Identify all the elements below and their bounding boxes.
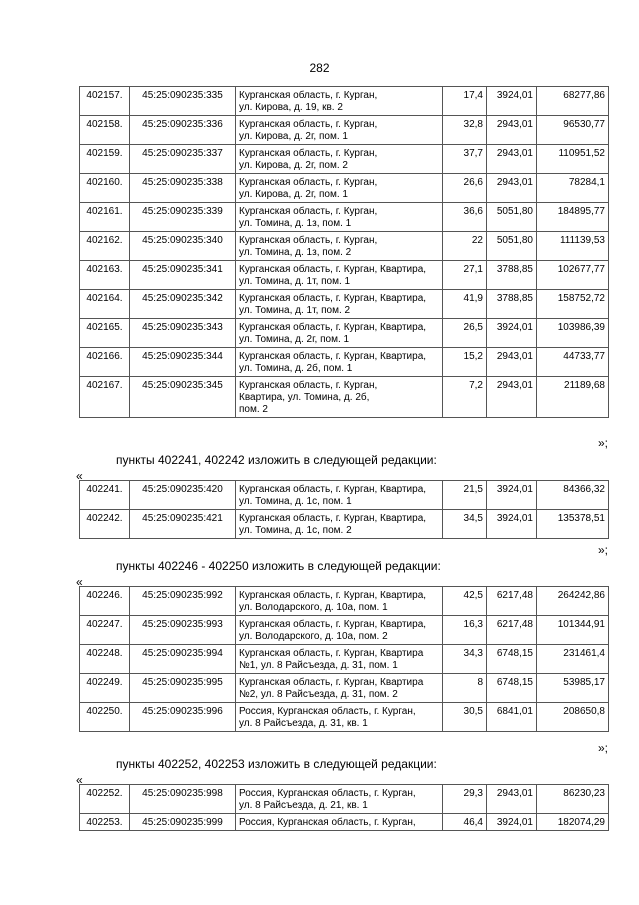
cadastral-number: 45:25:090235:993 (130, 616, 236, 645)
address (236, 319, 443, 348)
unit-price: 5051,80 (487, 203, 537, 232)
cadastral-number: 45:25:090235:344 (130, 348, 236, 377)
address-line: Курганская область, г. Курган, Квартира (239, 648, 424, 659)
area: 16,3 (443, 616, 487, 645)
page-number: 282 (309, 61, 330, 75)
address-line: Курганская область, г. Курган, Квартира, (239, 293, 427, 304)
address (236, 703, 443, 732)
table-row (80, 203, 609, 232)
area: 46,4 (443, 814, 487, 831)
table-row (80, 616, 609, 645)
cadastral-value: 96530,77 (537, 116, 609, 145)
cadastral-value: 111139,53 (537, 232, 609, 261)
area: 27,1 (443, 261, 487, 290)
cadastral-number: 45:25:090235:343 (130, 319, 236, 348)
address-line: Курганская область, г. Курган, Квартира, (239, 264, 427, 275)
row-number: 402160. (80, 174, 130, 203)
cadastral-value: 102677,77 (537, 261, 609, 290)
unit-price: 6748,15 (487, 674, 537, 703)
area: 26,6 (443, 174, 487, 203)
address (236, 616, 443, 645)
address (236, 174, 443, 203)
address (236, 203, 443, 232)
unit-price: 2943,01 (487, 145, 537, 174)
address (236, 116, 443, 145)
address (236, 645, 443, 674)
address-line: Курганская область, г. Курган, (239, 235, 378, 246)
property-table (79, 480, 609, 539)
cadastral-number: 45:25:090235:999 (130, 814, 236, 831)
table-row (80, 377, 609, 418)
address (236, 814, 443, 831)
address-line: ул. Томина, д. 2г, пом. 1 (239, 334, 350, 345)
address-line: ул. Томина, д. 1с, пом. 1 (239, 496, 352, 507)
address-line: ул. Кирова, д. 2г, пом. 2 (239, 160, 348, 171)
address-line: Курганская область, г. Курган, Квартира (239, 677, 424, 688)
area: 36,6 (443, 203, 487, 232)
cadastral-value: 110951,52 (537, 145, 609, 174)
cadastral-value: 68277,86 (537, 87, 609, 116)
cadastral-number: 45:25:090235:340 (130, 232, 236, 261)
cadastral-value: 182074,29 (537, 814, 609, 831)
address-line: ул. Томина, д. 1т, пом. 1 (239, 276, 351, 287)
row-number: 402252. (80, 785, 130, 814)
address (236, 377, 443, 418)
cadastral-value: 135378,51 (537, 510, 609, 539)
unit-price: 3924,01 (487, 481, 537, 510)
unit-price: 6841,01 (487, 703, 537, 732)
table-row (80, 674, 609, 703)
row-number: 402159. (80, 145, 130, 174)
address-line: Курганская область, г. Курган, Квартира, (239, 322, 427, 333)
area: 29,3 (443, 785, 487, 814)
address-line: ул. Кирова, д. 2г, пом. 1 (239, 189, 348, 200)
address (236, 785, 443, 814)
closing-quote: »; (597, 741, 608, 755)
amendment-instruction: пункты 402241, 402242 изложить в следующей редакции: (116, 453, 437, 467)
cadastral-number: 45:25:090235:339 (130, 203, 236, 232)
address-line: ул. Володарского, д. 10а, пом. 2 (239, 631, 388, 642)
address-line: пом. 2 (239, 404, 268, 415)
cadastral-number: 45:25:090235:336 (130, 116, 236, 145)
cadastral-value: 44733,77 (537, 348, 609, 377)
unit-price: 3924,01 (487, 510, 537, 539)
row-number: 402166. (80, 348, 130, 377)
row-number: 402165. (80, 319, 130, 348)
cadastral-value: 101344,91 (537, 616, 609, 645)
row-number: 402250. (80, 703, 130, 732)
row-number: 402241. (80, 481, 130, 510)
address-line: Россия, Курганская область, г. Курган, (239, 788, 416, 799)
area: 34,3 (443, 645, 487, 674)
unit-price: 2943,01 (487, 348, 537, 377)
table-row (80, 814, 609, 831)
table-row (80, 232, 609, 261)
cadastral-value: 158752,72 (537, 290, 609, 319)
cadastral-number: 45:25:090235:421 (130, 510, 236, 539)
property-table (79, 86, 609, 418)
cadastral-number: 45:25:090235:420 (130, 481, 236, 510)
row-number: 402253. (80, 814, 130, 831)
cadastral-value: 84366,32 (537, 481, 609, 510)
row-number: 402167. (80, 377, 130, 418)
cadastral-number: 45:25:090235:342 (130, 290, 236, 319)
cadastral-value: 231461,4 (537, 645, 609, 674)
address-line: ул. Томина, д. 1з, пом. 2 (239, 247, 352, 258)
address-line: №1, ул. 8 Райсъезда, д. 31, пом. 1 (239, 660, 398, 671)
cadastral-value: 21189,68 (537, 377, 609, 418)
opening-quote: « (76, 575, 83, 589)
area: 8 (443, 674, 487, 703)
row-number: 402157. (80, 87, 130, 116)
row-number: 402163. (80, 261, 130, 290)
unit-price: 2943,01 (487, 174, 537, 203)
address-line: ул. Кирова, д. 2г, пом. 1 (239, 131, 348, 142)
address (236, 348, 443, 377)
address-line: Квартира, ул. Томина, д. 2б, (239, 392, 370, 403)
cadastral-value: 264242,86 (537, 587, 609, 616)
address-line: Курганская область, г. Курган, (239, 119, 378, 130)
address-line: ул. Володарского, д. 10а, пом. 1 (239, 602, 388, 613)
table-row (80, 703, 609, 732)
address-line: Курганская область, г. Курган, (239, 380, 378, 391)
unit-price: 3924,01 (487, 319, 537, 348)
table-row (80, 587, 609, 616)
address-line: ул. Томина, д. 1з, пом. 1 (239, 218, 352, 229)
address (236, 232, 443, 261)
row-number: 402162. (80, 232, 130, 261)
address (236, 290, 443, 319)
address (236, 587, 443, 616)
amendment-instruction: пункты 402246 - 402250 изложить в следующей редакции: (116, 559, 441, 573)
table-row (80, 510, 609, 539)
table-row (80, 174, 609, 203)
address-line: ул. Кирова, д. 19, кв. 2 (239, 102, 343, 113)
area: 22 (443, 232, 487, 261)
address (236, 145, 443, 174)
opening-quote: « (76, 469, 83, 483)
table-row (80, 116, 609, 145)
table-row (80, 348, 609, 377)
row-number: 402242. (80, 510, 130, 539)
closing-quote: »; (597, 436, 608, 450)
unit-price: 3788,85 (487, 261, 537, 290)
address-line: ул. Томина, д. 2б, пом. 1 (239, 363, 353, 374)
table-row (80, 87, 609, 116)
area: 15,2 (443, 348, 487, 377)
table-row (80, 785, 609, 814)
opening-quote: « (76, 773, 83, 787)
cadastral-value: 78284,1 (537, 174, 609, 203)
area: 26,5 (443, 319, 487, 348)
cadastral-value: 103986,39 (537, 319, 609, 348)
area: 21,5 (443, 481, 487, 510)
cadastral-number: 45:25:090235:338 (130, 174, 236, 203)
address-line: Курганская область, г. Курган, (239, 148, 378, 159)
unit-price: 2943,01 (487, 116, 537, 145)
unit-price: 6217,48 (487, 616, 537, 645)
cadastral-number: 45:25:090235:995 (130, 674, 236, 703)
closing-quote: »; (597, 543, 608, 557)
property-table (79, 586, 609, 732)
table-row (80, 481, 609, 510)
area: 42,5 (443, 587, 487, 616)
area: 41,9 (443, 290, 487, 319)
cadastral-value: 184895,77 (537, 203, 609, 232)
cadastral-number: 45:25:090235:335 (130, 87, 236, 116)
row-number: 402248. (80, 645, 130, 674)
table-row (80, 290, 609, 319)
area: 37,7 (443, 145, 487, 174)
address (236, 87, 443, 116)
row-number: 402164. (80, 290, 130, 319)
unit-price: 6748,15 (487, 645, 537, 674)
address-line: ул. 8 Райсъезда, д. 31, кв. 1 (239, 718, 368, 729)
address (236, 261, 443, 290)
address-line: Курганская область, г. Курган, Квартира, (239, 513, 427, 524)
cadastral-number: 45:25:090235:992 (130, 587, 236, 616)
cadastral-value: 86230,23 (537, 785, 609, 814)
area: 34,5 (443, 510, 487, 539)
row-number: 402161. (80, 203, 130, 232)
row-number: 402249. (80, 674, 130, 703)
unit-price: 2943,01 (487, 377, 537, 418)
address-line: ул. Томина, д. 1т, пом. 2 (239, 305, 351, 316)
table-row (80, 145, 609, 174)
cadastral-number: 45:25:090235:998 (130, 785, 236, 814)
cadastral-number: 45:25:090235:994 (130, 645, 236, 674)
unit-price: 6217,48 (487, 587, 537, 616)
row-number: 402247. (80, 616, 130, 645)
address-line: Курганская область, г. Курган, Квартира, (239, 590, 427, 601)
table-row (80, 645, 609, 674)
address-line: Курганская область, г. Курган, Квартира, (239, 484, 427, 495)
amendment-instruction: пункты 402252, 402253 изложить в следующей редакции: (116, 757, 437, 771)
address-line: №2, ул. 8 Райсъезда, д. 31, пом. 2 (239, 689, 398, 700)
cadastral-value: 53985,17 (537, 674, 609, 703)
unit-price: 2943,01 (487, 785, 537, 814)
address-line: ул. 8 Райсъезда, д. 21, кв. 1 (239, 800, 368, 811)
address-line: Курганская область, г. Курган, (239, 177, 378, 188)
property-table (79, 784, 609, 831)
area: 32,8 (443, 116, 487, 145)
area: 7,2 (443, 377, 487, 418)
cadastral-value: 208650,8 (537, 703, 609, 732)
area: 30,5 (443, 703, 487, 732)
address (236, 510, 443, 539)
row-number: 402246. (80, 587, 130, 616)
address-line: ул. Томина, д. 1с, пом. 2 (239, 525, 352, 536)
table-row (80, 319, 609, 348)
address-line: Курганская область, г. Курган, (239, 90, 378, 101)
area: 17,4 (443, 87, 487, 116)
address-line: Россия, Курганская область, г. Курган, (239, 706, 416, 717)
unit-price: 3924,01 (487, 814, 537, 831)
cadastral-number: 45:25:090235:337 (130, 145, 236, 174)
table-row (80, 261, 609, 290)
address-line: Курганская область, г. Курган, Квартира, (239, 619, 427, 630)
row-number: 402158. (80, 116, 130, 145)
address-line: Курганская область, г. Курган, (239, 206, 378, 217)
address-line: Курганская область, г. Курган, Квартира, (239, 351, 427, 362)
cadastral-number: 45:25:090235:341 (130, 261, 236, 290)
unit-price: 3788,85 (487, 290, 537, 319)
address (236, 674, 443, 703)
address-line: Россия, Курганская область, г. Курган, (239, 817, 416, 828)
unit-price: 5051,80 (487, 232, 537, 261)
cadastral-number: 45:25:090235:996 (130, 703, 236, 732)
cadastral-number: 45:25:090235:345 (130, 377, 236, 418)
address (236, 481, 443, 510)
unit-price: 3924,01 (487, 87, 537, 116)
